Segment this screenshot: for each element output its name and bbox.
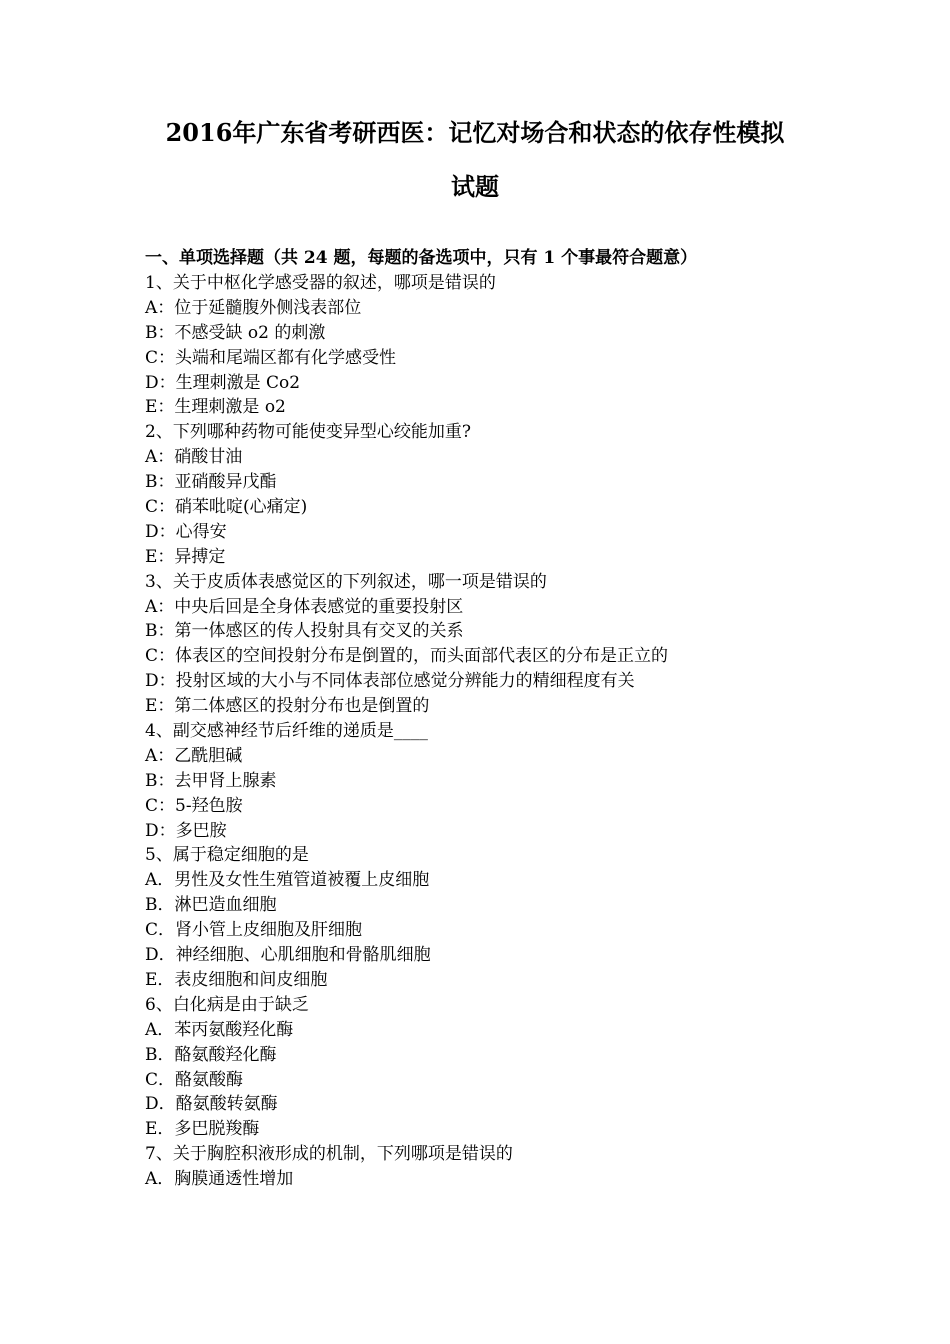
question-stem: 7、关于胸腔积液形成的机制，下列哪项是错误的 — [145, 1144, 513, 1165]
question-option: B：去甲肾上腺素 — [145, 770, 277, 791]
question-block — [145, 570, 845, 719]
question-stem: 5、属于稳定细胞的是 — [145, 845, 309, 866]
question-option: C：5-羟色胺 — [145, 795, 243, 816]
document-body — [145, 246, 845, 1192]
question-option: C：体表区的空间投射分布是倒置的，而头面部代表区的分布是正立的 — [145, 646, 669, 667]
question-option: B：亚硝酸异戊酯 — [145, 472, 277, 493]
question-option: A．苯丙氨酸羟化酶 — [145, 1019, 294, 1040]
question-block — [145, 719, 845, 843]
question-option: A．胸膜通透性增加 — [145, 1169, 294, 1190]
question-option: A．男性及女性生殖管道被覆上皮细胞 — [145, 870, 430, 891]
question-option: E：生理刺激是 o2 — [145, 397, 286, 418]
question-stem: 2、下列哪种药物可能使变异型心绞能加重? — [145, 422, 471, 443]
question-option: D．酪氨酸转氨酶 — [145, 1094, 278, 1115]
question-stem: 4、副交感神经节后纤维的递质是____ — [145, 721, 428, 742]
question-block — [145, 843, 845, 992]
question-option: D：心得安 — [145, 521, 227, 542]
question-option: A：硝酸甘油 — [145, 447, 243, 468]
question-stem: 1、关于中枢化学感受器的叙述，哪项是错误的 — [145, 273, 496, 293]
question-block — [145, 420, 845, 569]
question-option: D：生理刺激是 Co2 — [145, 372, 301, 393]
question-option: A：位于延髓腹外侧浅表部位 — [145, 297, 362, 318]
question-block — [145, 993, 845, 1142]
section-heading: 一、单项选择题（共 24 题，每题的备选项中，只有 1 个事最符合题意） — [145, 248, 698, 268]
question-block — [145, 271, 845, 420]
question-option: D：投射区域的大小与不同体表部位感觉分辨能力的精细程度有关 — [145, 671, 635, 692]
question-option: C．酪氨酸酶 — [145, 1069, 244, 1090]
question-option: E：异搏定 — [145, 546, 226, 567]
question-option: B：第一体感区的传人投射具有交叉的关系 — [145, 621, 464, 642]
question-option: B．酪氨酸羟化酶 — [145, 1044, 277, 1065]
question-option: C：头端和尾端区都有化学感受性 — [145, 347, 397, 368]
question-option: E．表皮细胞和间皮细胞 — [145, 969, 328, 990]
document-title-line2: 试题 — [451, 172, 499, 201]
question-option: C：硝苯吡啶(心痛定) — [145, 497, 308, 518]
question-list — [145, 271, 845, 1192]
question-option: A：中央后回是全身体表感觉的重要投射区 — [145, 596, 464, 617]
question-stem: 6、白化病是由于缺乏 — [145, 994, 309, 1015]
question-option: D．神经细胞、心肌细胞和骨骼肌细胞 — [145, 945, 431, 966]
document-title-line1: 2016年广东省考研西医：记忆对场合和状态的依存性模拟 — [165, 118, 785, 147]
question-option: B：不感受缺 o2 的刺激 — [145, 322, 326, 343]
question-stem: 3、关于皮质体表感觉区的下列叙述，哪一项是错误的 — [145, 571, 547, 592]
question-option: D：多巴胺 — [145, 820, 227, 841]
question-option: E：第二体感区的投射分布也是倒置的 — [145, 696, 430, 717]
question-option: C．肾小管上皮细胞及肝细胞 — [145, 920, 363, 941]
question-block — [145, 1142, 845, 1192]
question-option: A：乙酰胆碱 — [145, 745, 243, 766]
question-option: E．多巴脱羧酶 — [145, 1119, 260, 1140]
question-option: B．淋巴造血细胞 — [145, 895, 277, 916]
